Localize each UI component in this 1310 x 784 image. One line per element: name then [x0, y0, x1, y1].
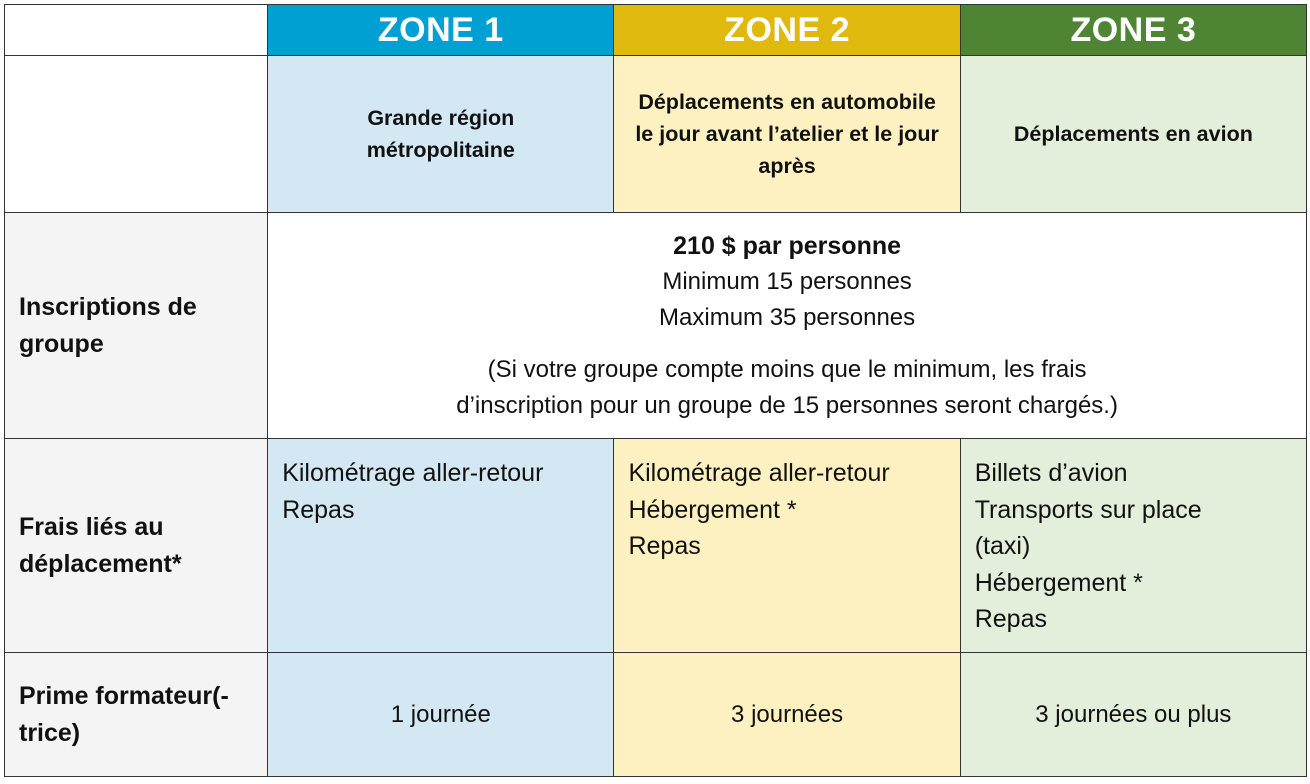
travel-costs-label [5, 439, 268, 653]
trainer-bonus-row [5, 653, 1307, 777]
list-item: Kilométrage aller-retour [628, 459, 890, 487]
zone-1-travel-costs [268, 439, 614, 653]
group-registration-label-text: Inscriptions de groupe [19, 292, 197, 358]
description-label-cell [5, 56, 268, 213]
zone-1-description [268, 56, 614, 213]
zone-2-header: ZONE 2 [614, 5, 960, 56]
trainer-bonus-label [5, 653, 268, 777]
group-note [268, 352, 1306, 424]
list-item: Kilométrage aller-retour [282, 459, 544, 487]
zone-3-travel-costs [960, 439, 1306, 653]
group-maximum: Maximum 35 personnes [659, 303, 916, 331]
zone-1-trainer-bonus: 1 journée [268, 653, 614, 777]
pricing-table [4, 4, 1307, 777]
list-item: (taxi) [974, 532, 1031, 560]
zone-2-description [614, 56, 960, 213]
group-registration-row [5, 213, 1307, 439]
zone-header-row [5, 5, 1307, 56]
group-registration-details [268, 213, 1307, 439]
list-item: Billets d’avion [974, 459, 1128, 487]
group-note-line-1: (Si votre groupe compte moins que le minimum, les frais [487, 355, 1087, 383]
zone-3-description [960, 56, 1306, 213]
zone-2-travel-costs [614, 439, 960, 653]
zone-1-header: ZONE 1 [268, 5, 614, 56]
zone-description-row [5, 56, 1307, 213]
list-item: Repas [282, 495, 355, 524]
group-price: 210 $ par personne [673, 231, 902, 260]
zone-3-description-text: Déplacements en avion [1013, 122, 1253, 146]
zone-2-description-text: Déplacements en automobile le jour avant l’atelier et le jour après [635, 90, 939, 178]
list-item: Hébergement * [628, 495, 797, 524]
travel-costs-label-text: Frais liés au déplacement* [19, 512, 182, 578]
trainer-bonus-label-text: Prime formateur(-trice) [19, 681, 229, 747]
list-item: Repas [974, 605, 1047, 633]
travel-costs-row [5, 439, 1307, 653]
corner-cell [5, 5, 268, 56]
zone-3-trainer-bonus: 3 journées ou plus [960, 653, 1306, 777]
zone-2-trainer-bonus: 3 journées [614, 653, 960, 777]
group-note-line-2: d’inscription pour un groupe de 15 personnes seront chargés.) [456, 391, 1118, 419]
group-registration-label [5, 213, 268, 439]
list-item: Repas [628, 532, 701, 560]
zone-1-description-text: Grande région métropolitaine [366, 106, 515, 162]
list-item: Hébergement * [974, 568, 1143, 597]
zone-3-header: ZONE 3 [960, 5, 1306, 56]
group-minimum: Minimum 15 personnes [662, 267, 912, 295]
list-item: Transports sur place [974, 495, 1202, 524]
